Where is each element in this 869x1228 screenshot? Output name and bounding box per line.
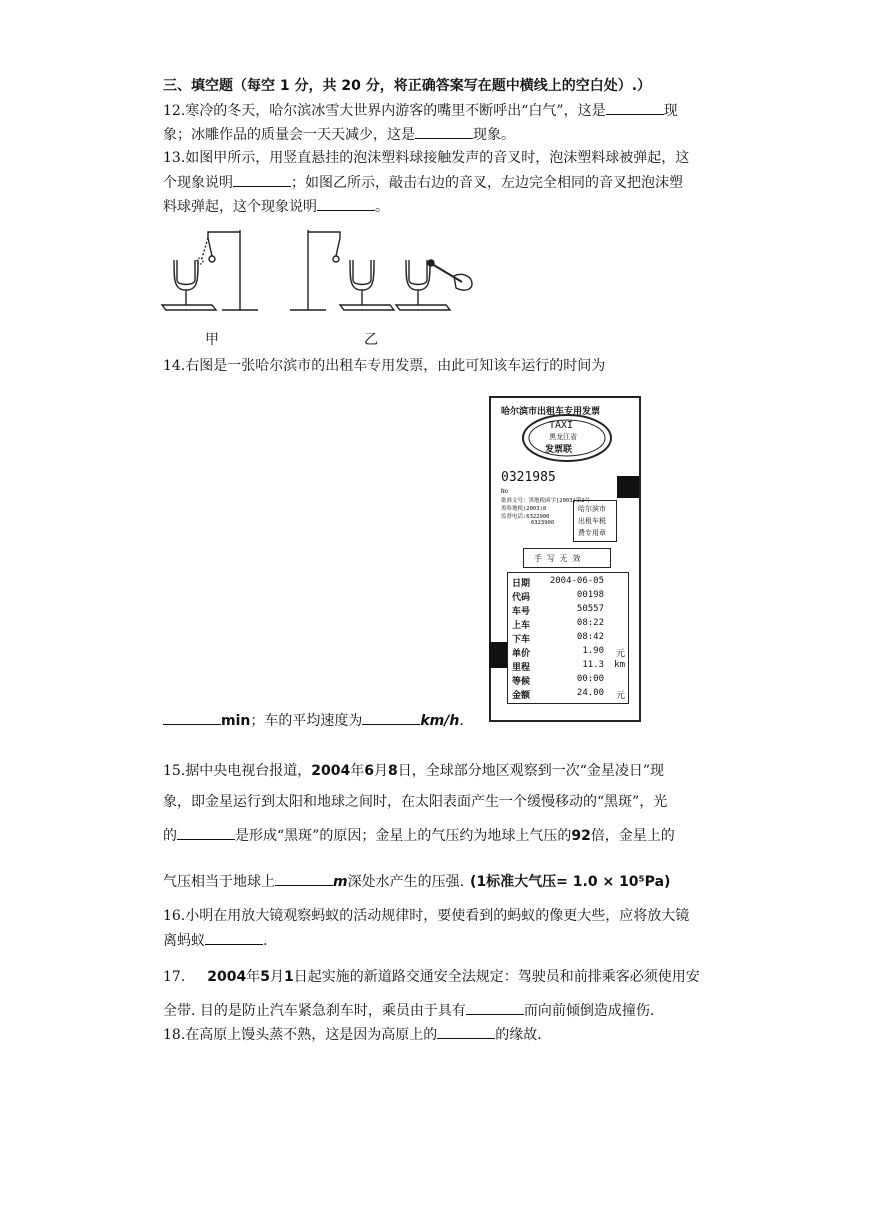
question-13-line-1: 13.如图甲所示，用竖直悬挂的泡沫塑料球接触发声的音叉时，泡沫塑料球被弹起，这 [163, 150, 690, 166]
question-18-line-1: 18.在高原上馒头蒸不熟，这是因为高原上的 的缘故. [163, 1024, 542, 1045]
receipt-header: 哈尔滨市出租车专用发票 [501, 407, 601, 417]
string-b [336, 238, 340, 256]
fare-value: 2004-06-05 [549, 576, 604, 586]
foam-ball-b [333, 256, 339, 262]
question-16-line-2: 离蚂蚁 . [163, 930, 267, 951]
section-title: 三、填空题（每空 1 分，共 20 分，将正确答案写在题中横线上的空白处）.） [163, 78, 652, 94]
receipt-no-label: No [501, 488, 509, 495]
answer-blank[interactable] [362, 710, 420, 725]
approval-line-2: 黑哈地税(2003)8 [501, 506, 547, 512]
fare-value: 50557 [576, 604, 604, 614]
hand-icon [454, 274, 472, 290]
tuning-fork-a [174, 260, 198, 305]
answer-blank[interactable] [275, 871, 333, 886]
question-14-line-2: min；车的平均速度为 km/h. [163, 710, 464, 731]
question-12-line-1: 12.寒冷的冬天，哈尔滨冰雪大世界内游客的嘴里不断呼出“白气”，这是 现 [163, 100, 678, 121]
string-a [208, 238, 212, 256]
hammer-head [428, 260, 434, 266]
question-17-line-2: 全带. 目的是防止汽车紧急刹车时，乘员由于具有 而向前倾倒造成撞伤. [163, 1000, 654, 1021]
fare-value: 24.00 [576, 688, 604, 698]
tuning-fork-c [406, 260, 430, 305]
answer-blank[interactable] [415, 124, 473, 139]
question-17-line-1: 17. 2004年5月1日起实施的新道路交通安全法规定：驾驶员和前排乘客必须使用安 [163, 969, 700, 985]
fare-unit: 元 [615, 691, 625, 701]
fork-base-c [396, 305, 450, 310]
fare-value: 1.90 [582, 646, 604, 656]
fare-unit: km [614, 660, 625, 670]
answer-blank[interactable] [177, 825, 235, 840]
fare-label: 上车 [512, 621, 531, 631]
fare-table [507, 572, 629, 704]
stamp-province-text: 黑龙江省 [549, 433, 577, 441]
question-15-line-4: 气压相当于地球上 m深处水产生的压强. (1标准大气压= 1.0 × 10⁵Pa) [163, 871, 670, 892]
fare-value: 08:42 [576, 632, 604, 642]
string-a-dashed [202, 238, 208, 258]
foam-ball-a [209, 256, 215, 262]
question-15-line-2: 象，即金星运行到太阳和地球之间时，在太阳表面产生一个缓慢移动的“黑斑”，光 [163, 794, 668, 810]
fare-value: 00198 [576, 590, 604, 600]
question-13-line-3: 料球弹起，这个现象说明 。 [163, 196, 389, 217]
answer-blank[interactable] [466, 1000, 524, 1015]
question-15-line-1: 15.据中央电视台报道，2004年6月8日，全球部分地区观察到一次“金星凌日”现 [163, 763, 665, 779]
question-13-line-2: 个现象说明 ；如图乙所示，敲击右边的音叉，左边完全相同的音叉把泡沫塑 [163, 172, 683, 193]
fare-label: 日期 [512, 579, 531, 589]
fare-label: 代码 [512, 593, 531, 603]
tax-seal-box: 哈尔滨市 出租车税 费专用章 [573, 500, 617, 542]
approval-line-4: 6323900 [531, 520, 555, 526]
approval-line-1: 批准文号：黑地税函字[2003]第2号 [501, 498, 591, 504]
fare-label: 金额 [512, 691, 531, 701]
figure-label-b: 乙 [364, 332, 378, 348]
question-14-line-1: 14.右图是一张哈尔滨市的出租车专用发票，由此可知该车运行的时间为 [163, 358, 606, 374]
taxi-receipt [489, 396, 641, 722]
answer-blank[interactable] [205, 930, 263, 945]
fare-value: 11.3 [582, 660, 604, 670]
question-12-line-2: 象；冰雕作品的质量会一天天减少，这是 现象。 [163, 124, 515, 145]
answer-blank[interactable] [163, 710, 221, 725]
answer-blank[interactable] [606, 100, 664, 115]
question-15-line-3: 的 是形成“黑斑”的原因；金星上的气压约为地球上气压的92倍，金星上的 [163, 825, 675, 846]
answer-blank[interactable] [233, 172, 291, 187]
fork-base-b [340, 305, 394, 310]
fare-value: 08:22 [576, 618, 604, 628]
fare-label: 车号 [512, 607, 531, 617]
receipt-black-mark-bottom [489, 642, 507, 668]
receipt-number: 0321985 [501, 470, 556, 485]
question-16-line-1: 16.小明在用放大镜观察蚂蚁的活动规律时，要使看到的蚂蚁的像更大些，应将放大镜 [163, 908, 690, 924]
fare-label: 里程 [512, 663, 531, 673]
fare-unit: 元 [615, 649, 625, 659]
answer-blank[interactable] [437, 1024, 495, 1039]
approval-line-3: 监督电话:6322900 [501, 514, 550, 520]
stand-b [290, 230, 340, 310]
fare-label: 单价 [512, 649, 531, 659]
handwritten-invalid-box: 手 写 无 效 [523, 548, 611, 568]
stamp-taxi-text: TAXI [549, 420, 574, 431]
fare-value: 00:00 [576, 674, 604, 684]
receipt-black-mark-top [617, 476, 639, 498]
stand-a [208, 230, 258, 310]
stamp-copy-text: 发票联 [545, 445, 573, 455]
fork-base-a [162, 305, 216, 310]
fare-label: 等候 [512, 677, 531, 687]
hammer-handle [432, 264, 462, 282]
fare-label: 下车 [512, 635, 531, 645]
figure-label-a: 甲 [205, 332, 219, 348]
tuning-fork-b [350, 260, 374, 305]
answer-blank[interactable] [317, 196, 375, 211]
tuning-fork-figure [150, 220, 490, 330]
